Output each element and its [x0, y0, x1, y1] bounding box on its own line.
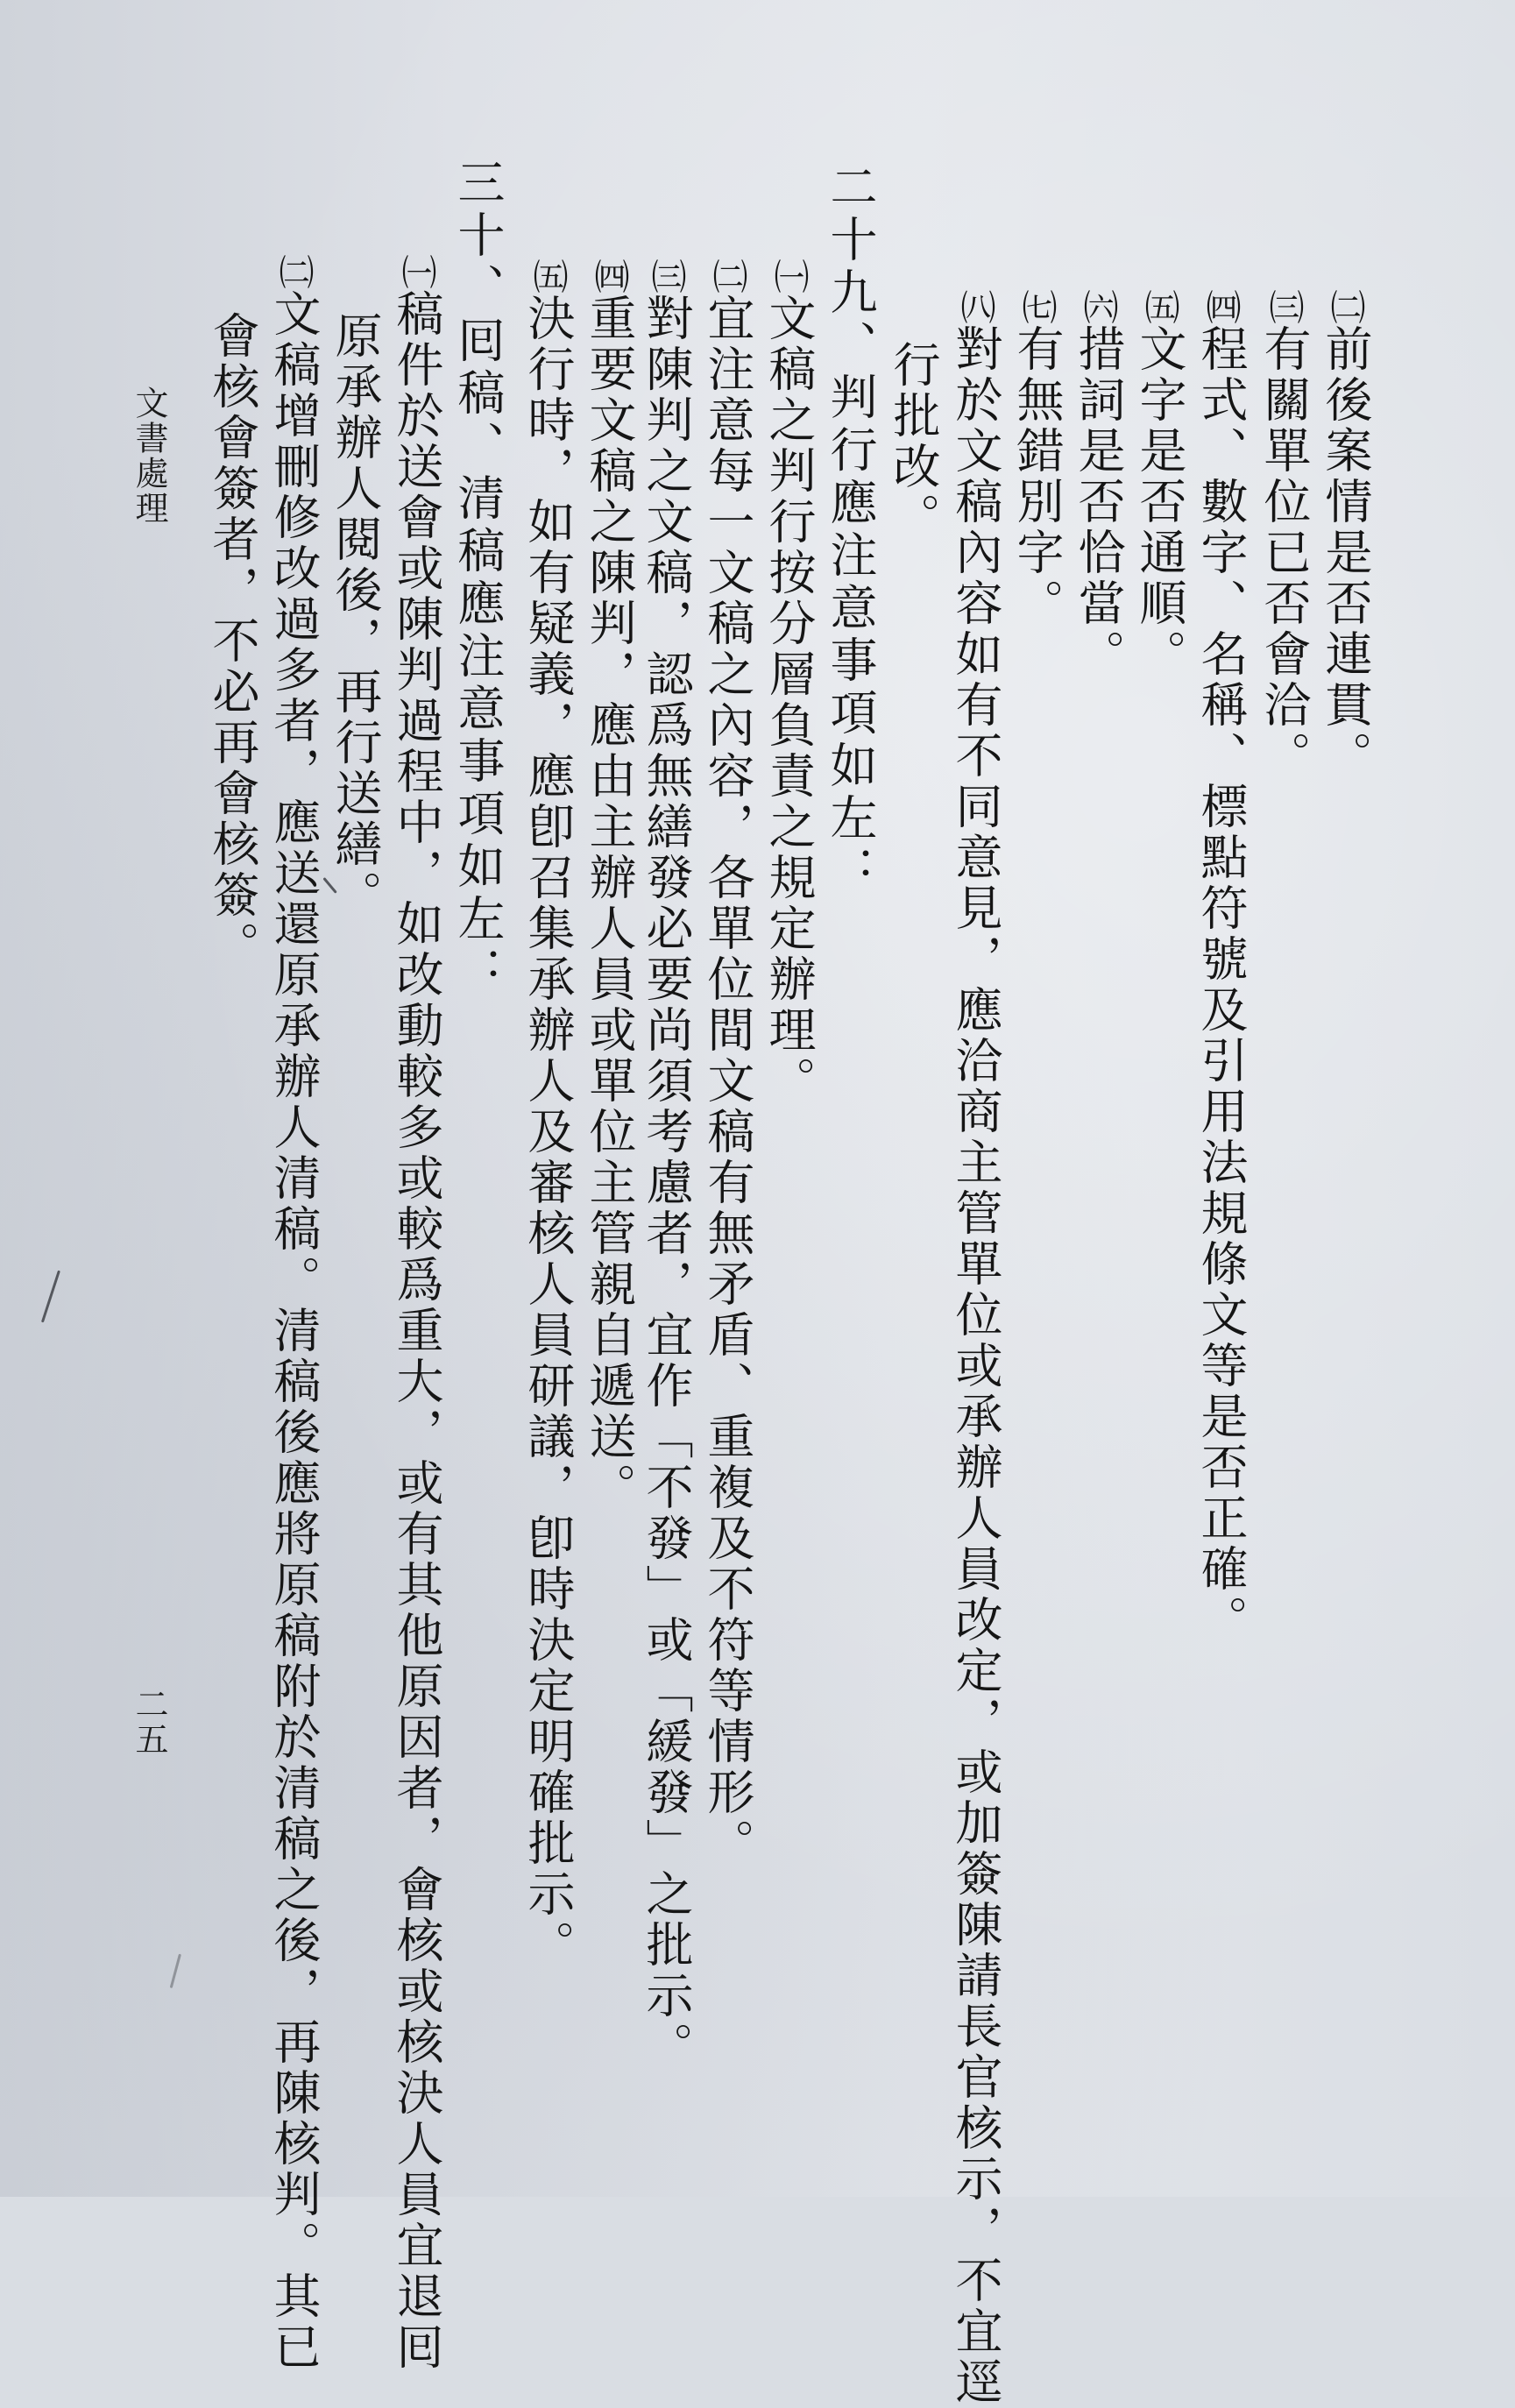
- item-text: 文稿增刪修改過多者，應送還原承辦人清稿。清稿後應將原稿附於清稿之後，再陳核判。其已: [266, 289, 322, 2373]
- item-number: ㈣: [1200, 289, 1241, 324]
- running-head-title: 文書處理: [130, 386, 168, 526]
- item-text: 有無錯別字。: [1009, 324, 1065, 629]
- page-number: 二五: [130, 1687, 168, 1757]
- item-text: 有關單位已否會洽。: [1257, 324, 1312, 782]
- list-item: [583, 259, 635, 1513]
- item-text: 宜注意每一文稿之內容，各單位間文稿有無矛盾、重複及不符等情形。: [700, 294, 755, 1869]
- list-item: [1010, 289, 1063, 629]
- list-item: [390, 254, 442, 2373]
- item-text: 文字是否通順。: [1132, 324, 1187, 680]
- list-item: [640, 259, 692, 2072]
- item-number: ㈧: [955, 289, 995, 324]
- item-text: 重要文稿之陳判，應由主辦人員或單位主管親自遞送。: [582, 294, 637, 1513]
- item-number: ㈥: [1078, 289, 1118, 324]
- stray-pen-mark: [41, 1271, 60, 1323]
- item-text: 程式、數字、名稱、標點符號及引用法規條文等是否正確。: [1193, 324, 1249, 1646]
- bleed-through-text: [1446, 210, 1513, 1328]
- item-text: 文稿之判行按分層負責之規定辦理。: [761, 294, 817, 1107]
- list-item: [762, 259, 815, 1107]
- section-heading: 二十九、判行應注意事項如左：: [823, 162, 878, 898]
- item-text: 稿件於送會或陳判過程中，如改動較多或較爲重大，或有其他原因者，會核或核決人員宜退囘: [389, 289, 444, 2373]
- item-number: ㈢: [646, 259, 686, 294]
- section-heading: 三十、囘稿、清稿應注意事項如左：: [450, 158, 506, 999]
- stray-pen-mark: [170, 1954, 181, 1988]
- list-item-continuation: 原承辦人閱後，再行送繕。: [328, 311, 383, 921]
- item-number: ㈡: [707, 259, 747, 294]
- item-number: ㈡: [1325, 289, 1365, 324]
- list-item: [1072, 289, 1124, 680]
- item-number: ㈦: [1016, 289, 1057, 324]
- list-item-continuation: 會核會簽者，不必再會核簽。: [205, 311, 260, 972]
- item-text: 對陳判之文稿，認爲無繕發必要尚須考慮者，宜作「不發」或「緩發」之批示。: [639, 294, 694, 2072]
- list-item: [701, 259, 754, 1869]
- item-number: ㈤: [1139, 289, 1179, 324]
- list-item: [521, 259, 574, 1971]
- item-text: 決行時，如有疑義，應卽召集承辦人及審核人員研議，卽時決定明確批示。: [520, 294, 576, 1971]
- item-number: ㈣: [589, 259, 629, 294]
- list-item-continuation: 行批改。: [886, 340, 941, 543]
- list-item: [1133, 289, 1186, 680]
- item-text: 措詞是否恰當。: [1071, 324, 1126, 680]
- list-item: [267, 254, 320, 2373]
- item-text: 前後案情是否連貫。: [1318, 324, 1373, 782]
- item-number: ㈤: [527, 259, 568, 294]
- list-item: [1194, 289, 1247, 1646]
- item-number: ㈢: [1264, 289, 1304, 324]
- item-number: ㈡: [273, 254, 314, 289]
- list-item: [1319, 289, 1371, 782]
- item-text: 對於文稿內容如有不同意見，應洽商主管單位或承辦人員改定，或加簽陳請長官核示，不宜逕: [948, 324, 1003, 2408]
- list-item: [949, 289, 1002, 2408]
- item-number: ㈠: [396, 254, 436, 289]
- item-number: ㈠: [768, 259, 809, 294]
- list-item: [1257, 289, 1310, 782]
